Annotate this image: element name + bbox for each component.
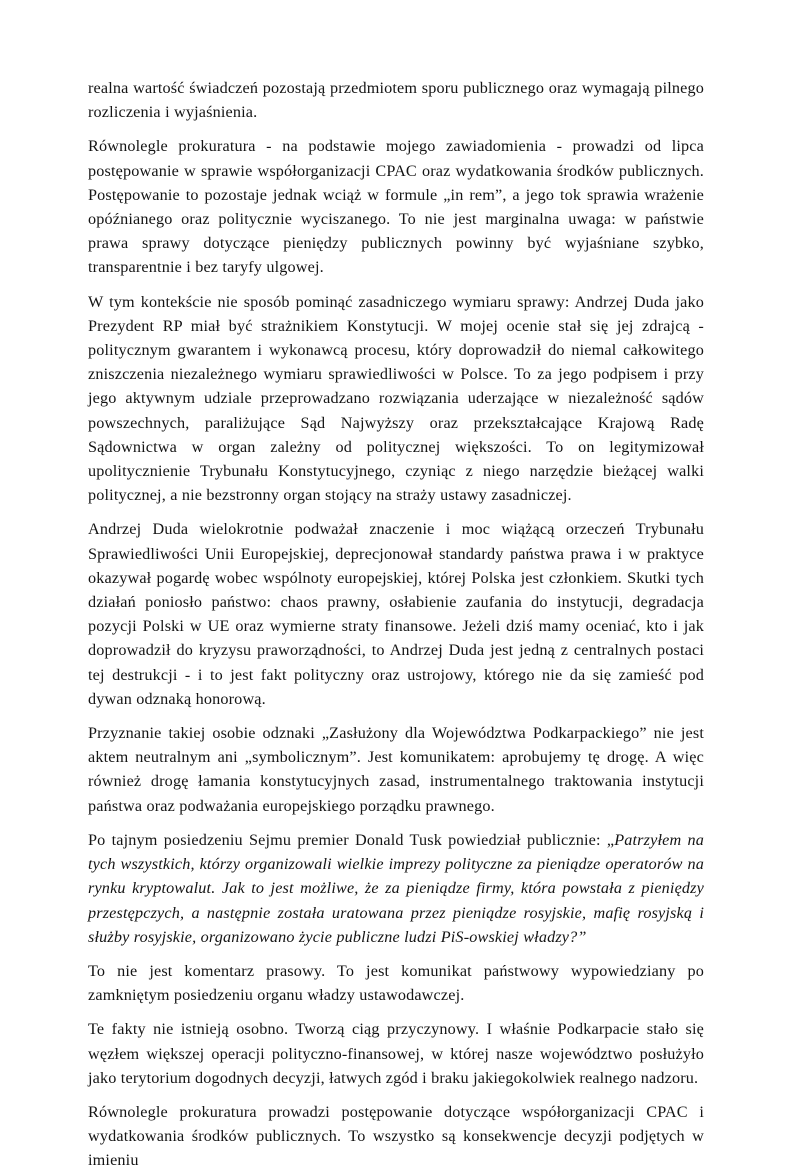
paragraph-trybunal-ue: Andrzej Duda wielokrotnie podważał znaczenie i moc wiążącą orzeczeń Trybunału Sprawiedliwości Unii Europejskiej, deprecjonował standardy państwa prawa i w praktyce okazywał pogardę wobec wspólnoty europejskiej, której Polska jest członkiem. Skutki tych działań poniosło państwo: chaos prawny, osłabienie zaufania do instytucji, degradacja pozycji Polski w UE oraz wymierne straty finansowe. Jeżeli dziś mamy oceniać, kto i jak doprowadził do kryzysu praworządności, to Andrzej Duda jest jedną z centralnych postaci tej destrukcji - i to jest fakt polityczny oraz ustrojowy, którego nie da się zamieść pod dywan odznaką honorową. — [88, 520, 704, 708]
paragraph-komunikat-panstwowy: To nie jest komentarz prasowy. To jest komunikat państwowy wypowiedziany po zamkniętym posiedzeniu organu władzy ustawodawczej. — [88, 961, 704, 1005]
document-text-body — [88, 76, 704, 1173]
paragraph-prezydent-konstytucja: W tym kontekście nie sposób pominąć zasadniczego wymiaru sprawy: Andrzej Duda jako Prezydent RP miał być strażnikiem Konstytucji. W mojej ocenie stał się jej zdrajcą - politycznym gwarantem i wykonawcą procesu, który doprowadził do niemal całkowitego zniszczenia niezależnego wymiaru sprawiedliwości w Polsce. To za jego podpisem i przy jego aktywnym udziale przeprowadzano rozwiązania uderzające w niezależność sądów powszechnych, paraliżujące Sąd Najwyższy oraz przekształcające Krajową Radę Sądownictwa w organ zależny od politycznej większości. To on legitymizował upolitycznienie Trybunału Konstytucyjnego, czyniąc z niego narzędzie bieżącej walki politycznej, a nie bezstronny organ stojący na straży ustawy zasadniczej. — [88, 292, 704, 505]
quote-lead-text: Po tajnym posiedzeniu Sejmu premier Donald Tusk powiedział publicznie: „ — [88, 830, 615, 849]
paragraph-odznaka-zasluzony: Przyznanie takiej osobie odznaki „Zasłużony dla Województwa Podkarpackiego” nie jest aktem neutralnym ani „symbolicznym”. Jest komunikatem: aprobujemy tę drogę. A więc również drogę łamania konstytucyjnych zasad, instrumentalnego traktowania instytucji państwa oraz podważania europejskiego porządku prawnego. — [88, 724, 704, 815]
paragraph-prokuratura-cpac-final: Równolegle prokuratura prowadzi postępowanie dotyczące współorganizacji CPAC i wydatkowania środków publicznych. To wszystko są konsekwencje decyzji podjętych w imieniu — [88, 1102, 704, 1170]
paragraph-ciag-przyczynowy: Te fakty nie istnieją osobno. Tworzą ciąg przyczynowy. I właśnie Podkarpacie stało się węzłem większej operacji polityczno-finansowej, w której nasze województwo posłużyło jako terytorium dogodnych decyzji, łatwych zgód i braku jakiegokolwiek realnego nadzoru. — [88, 1020, 704, 1087]
tusk-quotation-italic: Patrzyłem na tych wszystkich, którzy organizowali wielkie imprezy polityczne za pieniądze operatorów na rynku kryptowalut. Jak to jest możliwe, że za pieniądze firmy, która powstała z pieniędzy przestępczych, a następnie została uratowana przez pieniądze rosyjskie, mafię rosyjską i służby rosyjskie, organizowano życie publiczne ludzi PiS-owskiej władzy?” — [88, 830, 704, 946]
paragraph-rozliczenie: realna wartość świadczeń pozostają przedmiotem sporu publicznego oraz wymagają pilnego rozliczenia i wyjaśnienia. — [88, 79, 704, 122]
paragraph-prokuratura-lipiec: Równolegle prokuratura - na podstawie mojego zawiadomienia - prowadzi od lipca postępowanie w sprawie współorganizacji CPAC oraz wydatkowania środków publicznych. Postępowanie to pozostaje jednak wciąż w formule „in rem”, a jego tok sprawia wrażenie opóźnianego oraz politycznie wyciszanego. To nie jest marginalna uwaga: w państwie prawa sprawy dotyczące pieniędzy publicznych powinny być wyjaśniane szybko, transparentnie i bez taryfy ulgowej. — [88, 137, 704, 277]
paragraph-tusk-cytat — [88, 828, 704, 949]
